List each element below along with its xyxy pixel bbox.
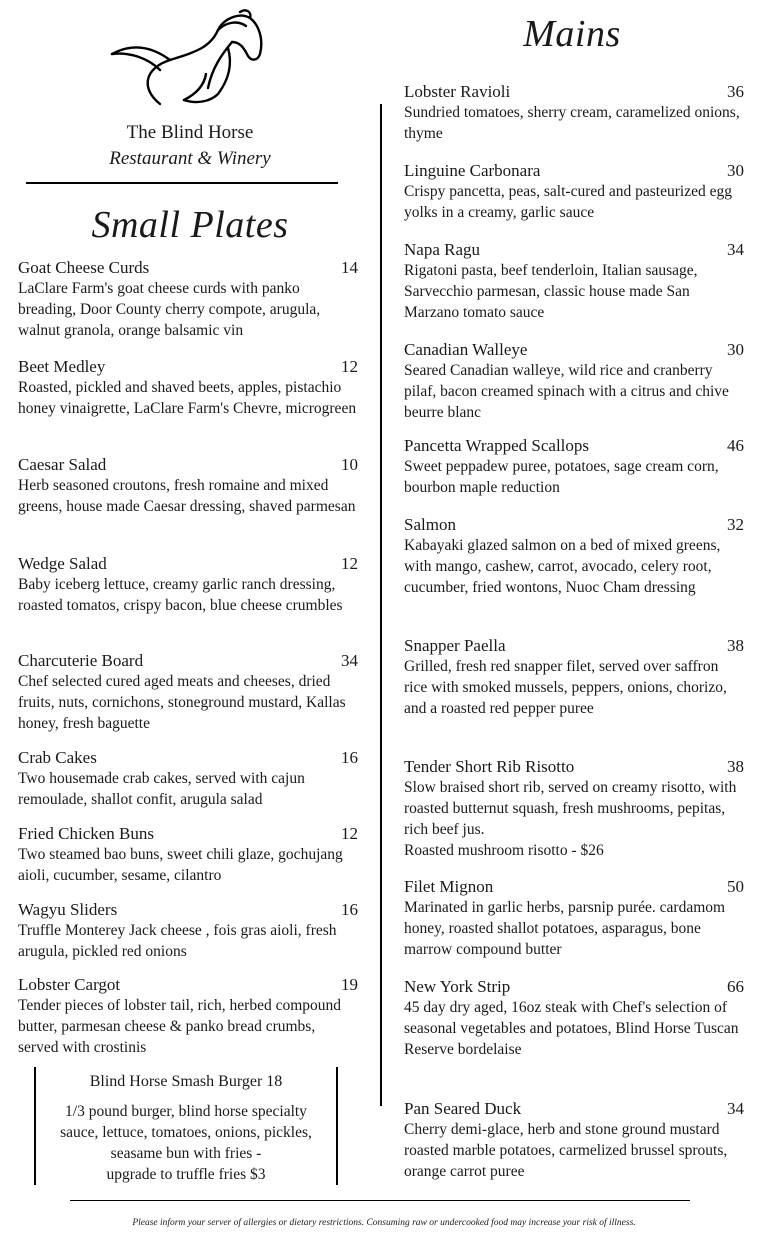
restaurant-name: The Blind Horse: [126, 122, 254, 143]
item-name: Tender Short Rib Risotto: [404, 757, 575, 776]
item-price: 36: [727, 82, 744, 101]
menu-item-fried-chicken-buns: [18, 824, 358, 886]
item-name: Goat Cheese Curds: [18, 258, 150, 277]
restaurant-subtitle: Restaurant & Winery: [109, 148, 271, 169]
item-name: Beet Medley: [18, 357, 106, 376]
item-price: 16: [341, 900, 358, 919]
menu-item-lobster-ravioli: [404, 82, 744, 144]
item-description: Kabayaki glazed salmon on a bed of mixed greens, with mango, cashew, carrot, avocado, celery root, cucumber, fried wontons, Nuoc Cham dressing: [404, 537, 721, 596]
item-description: Two housemade crab cakes, served with cajun remoulade, shallot confit, arugula salad: [18, 770, 305, 808]
menu-item-caesar-salad: [18, 455, 358, 517]
menu-item-wedge-salad: [18, 554, 358, 616]
item-name: Napa Ragu: [404, 240, 481, 259]
menu-item-napa-ragu: [404, 240, 744, 323]
column-divider: [380, 104, 382, 1106]
item-price: 30: [727, 161, 744, 180]
item-description: Seared Canadian walleye, wild rice and cranberry pilaf, bacon creamed spinach with a citrus and chive beurre blanc: [404, 362, 729, 421]
item-name: Pan Seared Duck: [404, 1099, 522, 1118]
item-name: Salmon: [404, 515, 456, 534]
item-description: Cherry demi-glace, herb and stone ground mustard roasted marble potatoes, carmelized brussel sprouts, orange carrot puree: [404, 1121, 728, 1180]
menu-item-charcuterie-board: [18, 651, 358, 734]
menu-item-linguine-carbonara: [404, 161, 744, 223]
menu-item-filet-mignon: [404, 877, 744, 960]
menu-item-snapper-paella: [404, 636, 744, 719]
small-plates-title: Small Plates: [91, 204, 289, 246]
item-name: New York Strip: [404, 977, 511, 996]
item-description: Crispy pancetta, peas, salt-cured and pasteurized egg yolks in a creamy, garlic sauce: [404, 183, 732, 221]
item-name: Linguine Carbonara: [404, 161, 541, 180]
item-price: 12: [341, 824, 358, 843]
item-price: 32: [727, 515, 744, 534]
item-description: Tender pieces of lobster tail, rich, herbed compound butter, parmesan cheese & panko bread crumbs, served with crostinis: [18, 997, 342, 1056]
divider: [26, 182, 338, 184]
item-price: 38: [727, 636, 744, 655]
menu-item-new-york-strip: [404, 977, 744, 1060]
item-price: 50: [727, 877, 744, 896]
burger-line: sauce, lettuce, tomatoes, onions, pickles,: [60, 1124, 312, 1141]
menu-item-goat-cheese-curds: [18, 258, 358, 341]
item-name: Charcuterie Board: [18, 651, 144, 670]
item-name: Caesar Salad: [18, 455, 107, 474]
menu-item-tender-short-rib-risotto: [404, 757, 744, 861]
item-description: Baby iceberg lettuce, creamy garlic ranch dressing, roasted tomatos, crispy bacon, blue cheese crumbles: [18, 576, 343, 614]
item-price: 66: [727, 977, 744, 996]
menu-item-pan-seared-duck: [404, 1099, 744, 1182]
burger-line: 1/3 pound burger, blind horse specialty: [65, 1103, 307, 1120]
item-name: Lobster Cargot: [18, 975, 121, 994]
burger-feature-box: [34, 1067, 338, 1185]
item-name: Pancetta Wrapped Scallops: [404, 436, 589, 455]
item-description: Truffle Monterey Jack cheese , fois gras aioli, fresh arugula, pickled red onions: [18, 922, 337, 960]
item-description: Rigatoni pasta, beef tenderloin, Italian sausage, Sarvecchio parmesan, classic house made San Marzano tomato sauce: [404, 262, 698, 321]
item-name: Crab Cakes: [18, 748, 97, 767]
item-extra: Roasted mushroom risotto - $26: [404, 842, 604, 859]
item-price: 19: [341, 975, 358, 994]
item-description: Two steamed bao buns, sweet chili glaze, gochujang aioli, cucumber, sesame, cilantro: [18, 846, 343, 884]
menu-item-wagyu-sliders: [18, 900, 358, 962]
burger-title: Blind Horse Smash Burger 18: [89, 1073, 283, 1090]
item-name: Wedge Salad: [18, 554, 107, 573]
item-description: Marinated in garlic herbs, parsnip purée. cardamom honey, roasted shallot potatoes, asparagus, bone marrow compound butter: [404, 899, 726, 958]
item-price: 10: [341, 455, 358, 474]
item-name: Canadian Walleye: [404, 340, 528, 359]
item-price: 14: [341, 258, 358, 277]
item-description: Herb seasoned croutons, fresh romaine and mixed greens, house made Caesar dressing, shaved parmesan: [18, 477, 356, 515]
item-description: 45 day dry aged, 16oz steak with Chef's selection of seasonal vegetables and potatoes, Blind Horse Tuscan Reserve bordelaise: [404, 999, 739, 1058]
menu-item-canadian-walleye: [404, 340, 744, 423]
item-description: Sundried tomatoes, sherry cream, caramelized onions, thyme: [404, 104, 740, 142]
item-price: 38: [727, 757, 744, 776]
item-price: 12: [341, 357, 358, 376]
menu-item-beet-medley: [18, 357, 358, 419]
item-description: Grilled, fresh red snapper filet, served over saffron rice with smoked mussels, peppers, onions, chorizo, and a roasted red pepper puree: [404, 658, 727, 717]
footer-divider: [70, 1200, 690, 1201]
menu-item-crab-cakes: [18, 748, 358, 810]
menu-item-salmon: [404, 515, 744, 598]
item-name: Filet Mignon: [404, 877, 494, 896]
menu-item-lobster-cargot: [18, 975, 358, 1058]
horse-logo-icon: [100, 8, 280, 108]
burger-line: seasame bun with fries -: [110, 1145, 262, 1162]
item-price: 12: [341, 554, 358, 573]
item-price: 16: [341, 748, 358, 767]
item-price: 34: [727, 240, 744, 259]
item-description: LaClare Farm's goat cheese curds with panko breading, Door County cherry compote, arugula, walnut granola, orange balsamic vin: [18, 280, 321, 339]
item-description: Slow braised short rib, served on creamy risotto, with roasted butternut squash, fresh mushrooms, pepitas, rich beef jus.: [404, 779, 737, 838]
burger-line: upgrade to truffle fries $3: [106, 1166, 266, 1183]
item-price: 34: [341, 651, 358, 670]
item-name: Lobster Ravioli: [404, 82, 511, 101]
item-name: Wagyu Sliders: [18, 900, 118, 919]
item-price: 30: [727, 340, 744, 359]
menu-item-pancetta-wrapped-scallops: [404, 436, 744, 498]
item-description: Chef selected cured aged meats and cheeses, dried fruits, nuts, cornichons, stoneground mustard, Kallas honey, fresh baguette: [18, 673, 346, 732]
item-price: 46: [727, 436, 744, 455]
item-name: Fried Chicken Buns: [18, 824, 154, 843]
mains-title: Mains: [523, 13, 621, 55]
item-name: Snapper Paella: [404, 636, 506, 655]
item-description: Roasted, pickled and shaved beets, apples, pistachio honey vinaigrette, LaClare Farm's Chevre, microgreen: [18, 379, 357, 417]
burger-description: [36, 1101, 336, 1185]
allergy-disclaimer: Please inform your server of allergies or dietary restrictions. Consuming raw or undercooked food may increase your risk of illness.: [132, 1218, 636, 1228]
item-price: 34: [727, 1099, 744, 1118]
item-description: Sweet peppadew puree, potatoes, sage cream corn, bourbon maple reduction: [404, 458, 719, 496]
